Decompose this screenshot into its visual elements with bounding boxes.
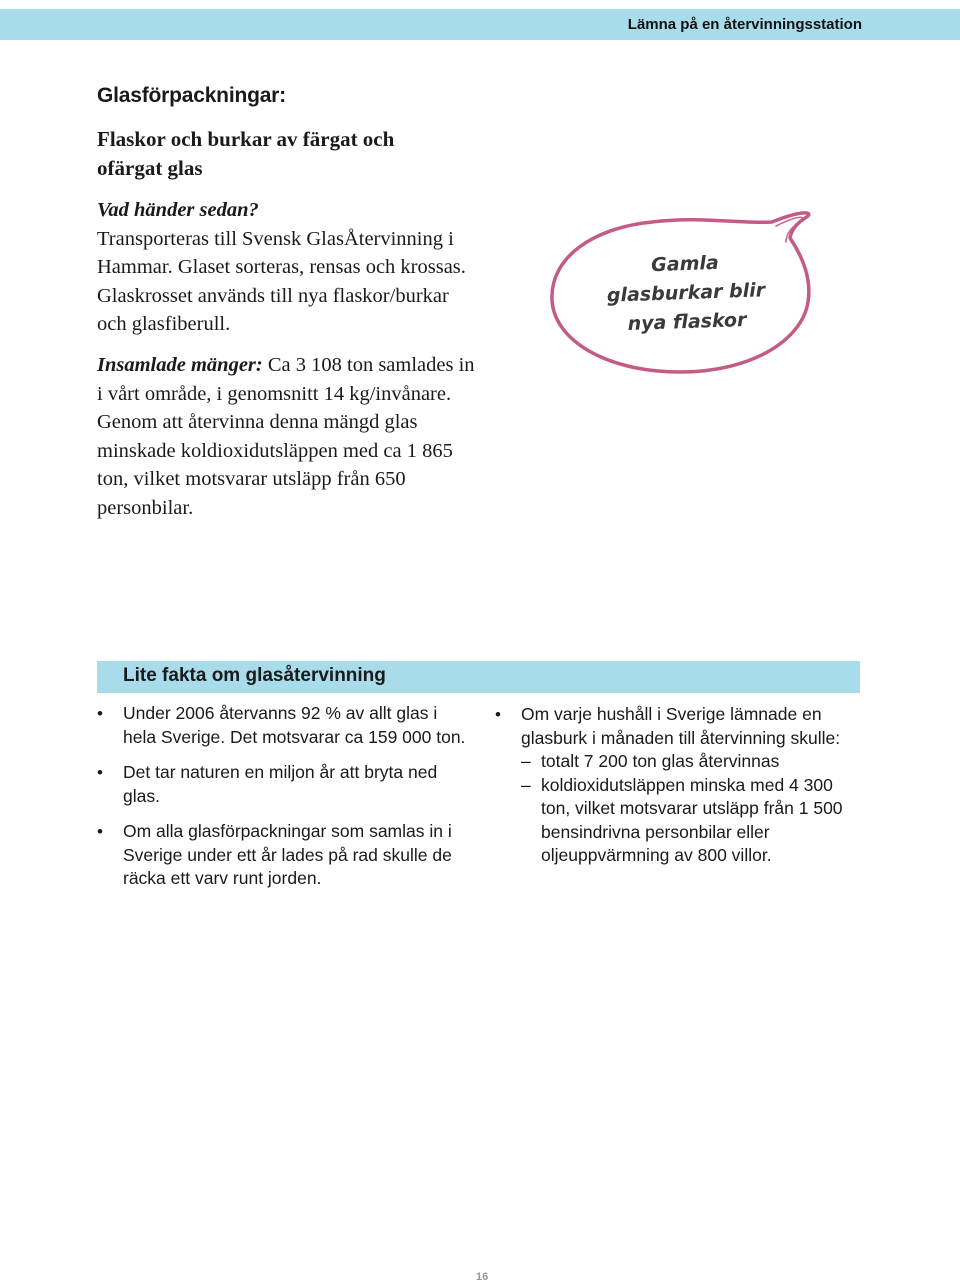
bubble-line: glasburkar blir (606, 279, 766, 307)
bubble-line: nya flaskor (627, 308, 747, 336)
bubble-line: Gamla (650, 251, 720, 277)
paragraph-text: Transporteras till Svensk GlasÅtervinning i Hammar. Glaset sorteras, rensas och krossas. Glaskrosset används till nya flaskor/burkar och glasfiberull. (97, 227, 466, 335)
dash-icon: – (521, 751, 531, 771)
facts-list-right (495, 703, 865, 880)
bullet-icon: • (495, 705, 501, 724)
page-number: 16 (476, 1271, 489, 1283)
paragraph-lead: Vad händer sedan? (97, 199, 259, 221)
list-item (495, 703, 865, 868)
section-heading: Glasförpackningar: (97, 84, 286, 107)
list-item-text: Under 2006 återvanns 92 % av allt glas i hela Sverige. Det motsvarar ca 159 000 ton. (123, 703, 466, 747)
subheading: Flaskor och burkar av färgat och ofärgat glas (97, 127, 395, 180)
sub-item-text: totalt 7 200 ton glas återvinnas (541, 751, 780, 771)
paragraph-collected-amounts (97, 351, 477, 522)
facts-title: Lite fakta om glasåtervinning (123, 665, 386, 686)
facts-list-left (97, 702, 467, 903)
list-item (97, 820, 467, 891)
dash-icon: – (521, 774, 531, 795)
sub-item (521, 750, 865, 774)
paragraph-lead: Insamlade mänger: (97, 354, 263, 376)
paragraph-what-happens (97, 196, 477, 339)
sub-item-text: koldioxidutsläppen minska med 4 300 ton, vilket motsvarar utsläpp från 1 500 bensindrivna personbilar eller oljeuppvärmning av 800 villor. (541, 774, 843, 865)
list-item-text: Om alla glasförpackningar som samlas in i Sverige under ett år lades på rad skulle de räcka ett varv runt jorden. (123, 821, 452, 888)
header-title: Lämna på en återvinningsstation (627, 16, 862, 33)
bullet-icon: • (97, 763, 103, 782)
list-item-text: Det tar naturen en miljon år att bryta ned glas. (123, 762, 438, 806)
paragraph-text: Ca 3 108 ton samlades in i vårt område, i genomsnitt 14 kg/invånare. Genom att återvinna denna mängd glas minskade koldioxidutsläppen med ca 1 865 ton, vilket motsvarar utsläpp från 650 personbilar. (97, 354, 475, 519)
list-item-text: Om varje hushåll i Sverige lämnade en glasburk i månaden till återvinning skulle: (521, 704, 841, 748)
bullet-icon: • (97, 704, 103, 723)
bubble-caption (585, 247, 788, 341)
list-item (97, 702, 467, 749)
list-item (97, 761, 467, 808)
sub-item (521, 774, 865, 868)
bullet-icon: • (97, 822, 103, 841)
